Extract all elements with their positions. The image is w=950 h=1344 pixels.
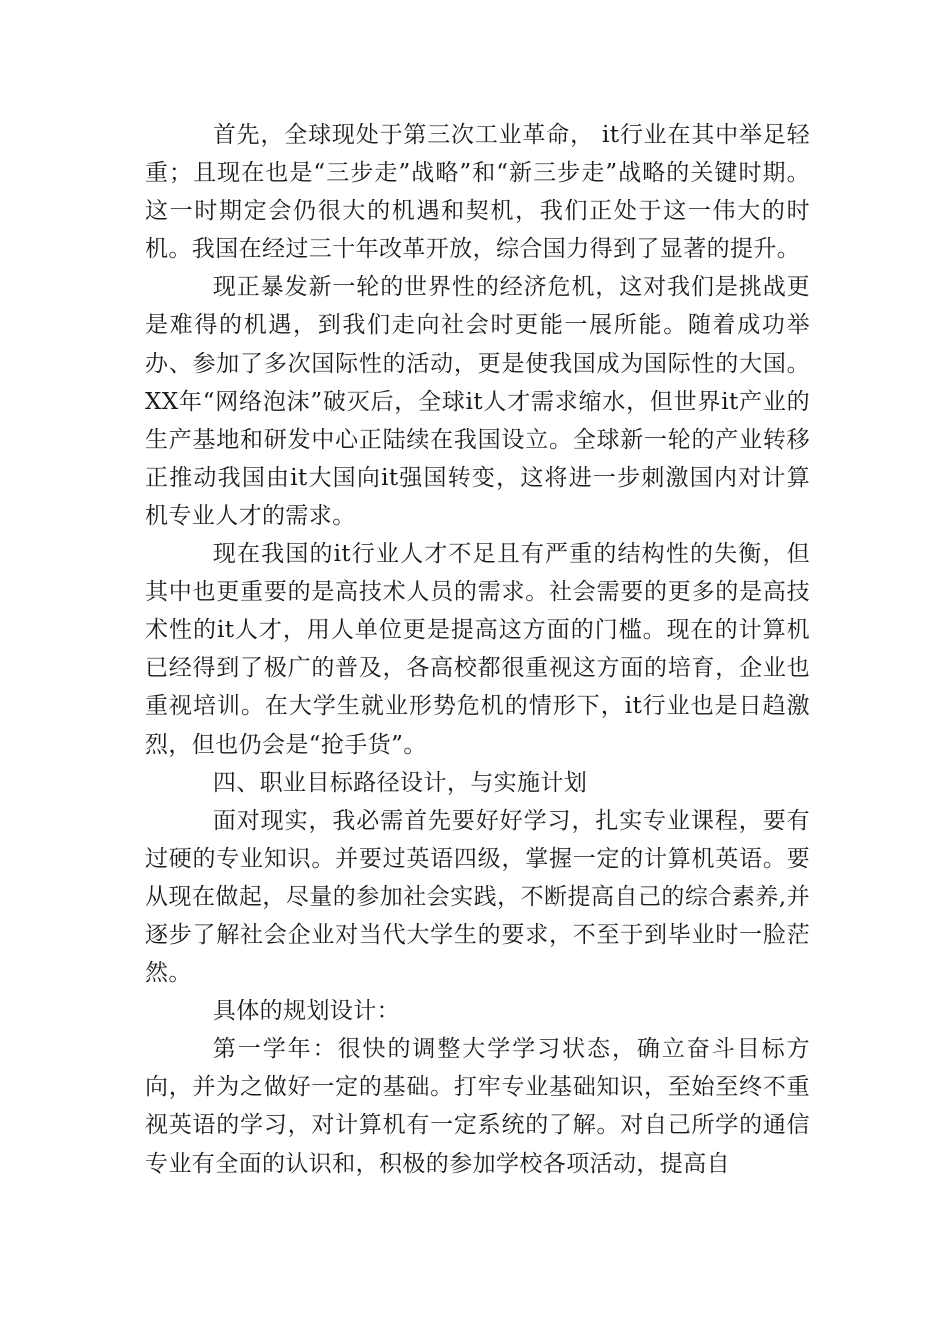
paragraph-plan-intro: 具体的规划设计：: [212, 998, 401, 1025]
paragraph-industrial-revolution: 首先，全球现处于第三次工业革命， it行业在其中举足轻重；且现在也是“三步走”战略”和“新三步走”战略的关键时期。这一时期定会仍很大的机遇和契机，我们正处于这一伟大的时机。我国在经过三十年改革开放，综合国力得到了显著的提升。: [145, 122, 810, 263]
paragraph-economic-crisis: 现正暴发新一轮的世界性的经济危机，这对我们是挑战更是难得的机遇，到我们走向社会时更能一展所能。随着成功举办、参加了多次国际性的活动，更是使我国成为国际性的大国。XX年“网络泡沫”破灭后，全球it人才需求缩水，但世界it产业的生产基地和研发中心正陆续在我国设立。全球新一轮的产业转移正推动我国由it大国向it强国转变，这将进一步刺激国内对计算机专业人才的需求。: [145, 274, 810, 529]
section-heading-career-path: 四、职业目标路径设计，与实施计划: [212, 769, 588, 796]
document-body: [145, 116, 810, 1183]
paragraph-it-talent-demand: 现在我国的it行业人才不足且有严重的结构性的失衡，但其中也更重要的是高技术人员的需求。社会需要的更多的是高技术性的it人才，用人单位更是提高这方面的门槛。现在的计算机已经得到了极广的普及，各高校都很重视这方面的培育，企业也重视培训。在大学生就业形势危机的情形下，it行业也是日趋激烈，但也仍会是“抢手货”。: [145, 541, 810, 758]
paragraph-study-plan: 面对现实，我必需首先要好好学习，扎实专业课程，要有过硬的专业知识。并要过英语四级，掌握一定的计算机英语。要从现在做起，尽量的参加社会实践，不断提高自己的综合素养,并逐步了解社会企业对当代大学生的要求，不至于到毕业时一脸茫然。: [145, 807, 810, 987]
paragraph-first-year: 第一学年：很快的调整大学学习状态，确立奋斗目标方向，并为之做好一定的基础。打牢专业基础知识，至始至终不重视英语的学习，对计算机有一定系统的了解。对自己所学的通信专业有全面的认识和，积极的参加学校各项活动，提高自: [145, 1036, 810, 1177]
